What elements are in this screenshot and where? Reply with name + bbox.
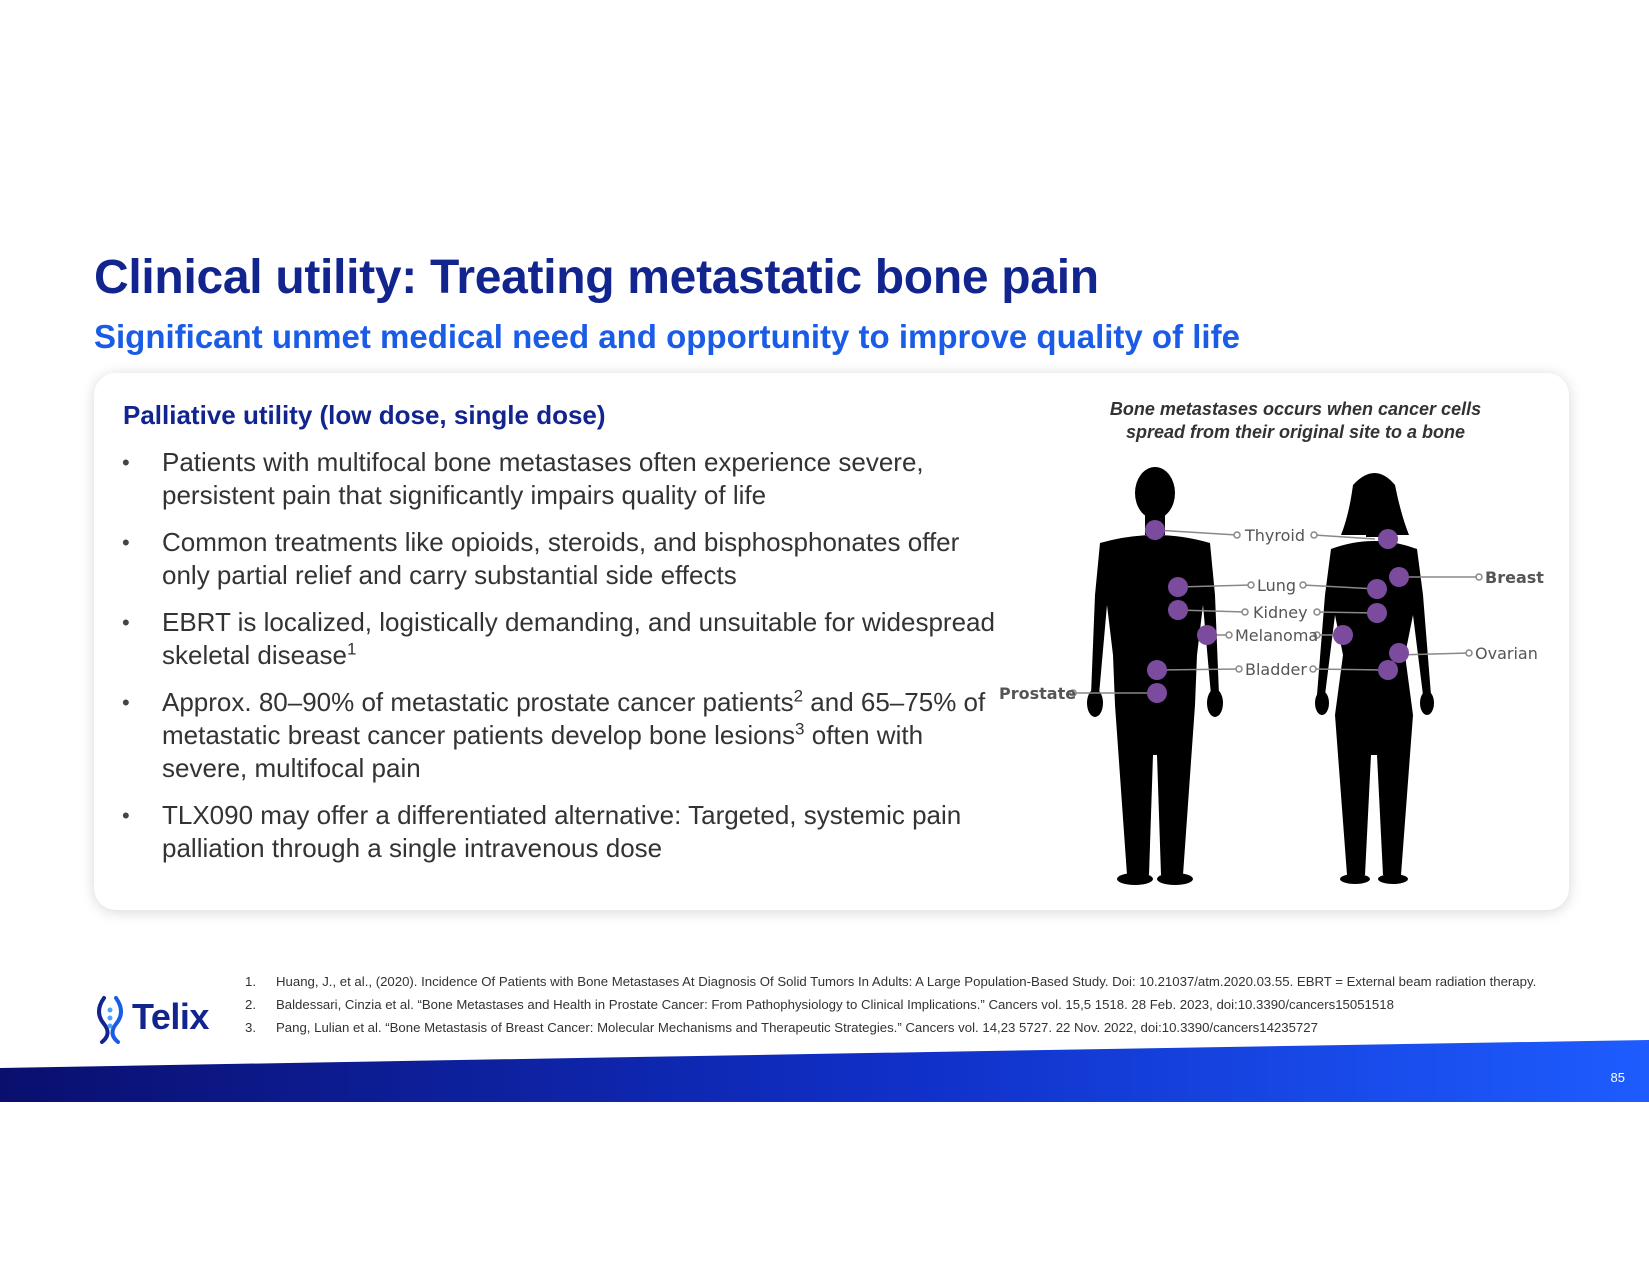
- footnote-text: Baldessari, Cinzia et al. “Bone Metastases and Health in Prostate Cancer: From Pathophysiology to Clinical Implications.” Cancers vol. 15,5 1518. 28 Feb. 2023, doi:10.3390/cancers15051518: [276, 997, 1394, 1012]
- footnote-ref: 3: [795, 719, 805, 739]
- label-thyroid: Thyroid: [1245, 526, 1305, 545]
- footnote-text: Huang, J., et al., (2020). Incidence Of Patients with Bone Metastases At Diagnosis Of Solid Tumors In Adults: A Large Population-Based Study. Doi: 10.21037/atm.2020.03.55. EBRT = External beam radiation therapy.: [276, 974, 1537, 989]
- label-ovarian: Ovarian: [1475, 644, 1538, 663]
- footnote-item: [245, 993, 1645, 1016]
- marker-ovarian-female: [1389, 643, 1409, 663]
- bullet-text: and 65–75% of metastatic breast cancer patients develop bone lesions: [162, 687, 986, 750]
- label-melanoma: Melanoma: [1235, 626, 1319, 645]
- footnote-ref: 2: [793, 686, 804, 706]
- bullet-icon: •: [122, 450, 130, 475]
- page-number: 85: [1610, 1070, 1625, 1085]
- label-kidney: Kidney: [1253, 603, 1308, 622]
- bottom-band: [0, 1040, 1649, 1102]
- footnote-ref: 1: [347, 639, 357, 659]
- list-item: [120, 446, 1000, 512]
- label-prostate: Prostate: [999, 684, 1077, 703]
- footnote-number: 2.: [245, 997, 256, 1012]
- bullet-text: EBRT is localized, logistically demanding, and unsuitable for widespread skeletal disease: [162, 607, 995, 670]
- bullet-list: [120, 446, 1000, 879]
- body-metastasis-figure: [985, 455, 1545, 895]
- bullet-text: Approx. 80–90% of metastatic prostate cancer patients: [162, 687, 794, 717]
- footnote-item: [245, 970, 1645, 993]
- bullet-text: often with severe, multifocal pain: [162, 720, 924, 783]
- footnotes: [245, 970, 1645, 1039]
- marker-melanoma-male: [1197, 625, 1217, 645]
- marker-breast-female: [1389, 567, 1409, 587]
- female-silhouette-icon: [1315, 473, 1434, 884]
- marker-lung-male: [1168, 577, 1188, 597]
- page-title: Clinical utility: Treating metastatic bone pain: [94, 251, 1099, 304]
- label-breast: Breast: [1485, 568, 1544, 587]
- footnote-item: [245, 1016, 1645, 1039]
- page-subtitle: Significant unmet medical need and opportunity to improve quality of life: [94, 318, 1240, 355]
- bullet-text: TLX090 may offer a differentiated alternative: Targeted, systemic pain palliation through a single intravenous dose: [162, 800, 962, 863]
- marker-lung-female: [1367, 579, 1387, 599]
- list-item: [120, 526, 1000, 592]
- marker-thyroid-male: [1145, 520, 1165, 540]
- helix-icon: [92, 994, 130, 1044]
- bullet-text: Common treatments like opioids, steroids, and bisphosphonates offer only partial relief and carry substantial side effects: [162, 527, 960, 590]
- bullet-icon: •: [122, 690, 130, 715]
- list-item: [120, 686, 1000, 785]
- bullet-text: Patients with multifocal bone metastases often experience severe, persistent pain that significantly impairs quality of life: [162, 447, 924, 510]
- label-lung: Lung: [1257, 576, 1297, 595]
- bullet-icon: •: [122, 610, 130, 635]
- telix-logo: [92, 994, 222, 1044]
- figure-caption: [1068, 398, 1523, 444]
- bullet-icon: •: [122, 530, 130, 555]
- marker-prostate-male: [1147, 683, 1167, 703]
- logo-text: Telix: [132, 996, 209, 1037]
- section-heading: Palliative utility (low dose, single dose): [123, 400, 606, 430]
- list-item: [120, 606, 1000, 672]
- list-item: [120, 799, 1000, 865]
- bullet-icon: •: [122, 803, 130, 828]
- figure-caption-line: Bone metastases occurs when cancer cells: [1109, 399, 1482, 419]
- marker-bladder-male: [1147, 660, 1167, 680]
- marker-kidney-female: [1367, 603, 1387, 623]
- footnote-text: Pang, Lulian et al. “Bone Metastasis of Breast Cancer: Molecular Mechanisms and Therapeutic Strategies.” Cancers vol. 14,23 5727. 22 Nov. 2022, doi:10.3390/cancers14235727: [276, 1020, 1318, 1035]
- footnote-number: 3.: [245, 1020, 256, 1035]
- label-bladder: Bladder: [1245, 660, 1307, 679]
- marker-bladder-female: [1378, 660, 1398, 680]
- marker-thyroid-female: [1378, 529, 1398, 549]
- footnote-number: 1.: [245, 974, 256, 989]
- marker-kidney-male: [1168, 600, 1188, 620]
- marker-melanoma-female: [1333, 625, 1353, 645]
- figure-caption-line: spread from their original site to a bone: [1125, 422, 1466, 442]
